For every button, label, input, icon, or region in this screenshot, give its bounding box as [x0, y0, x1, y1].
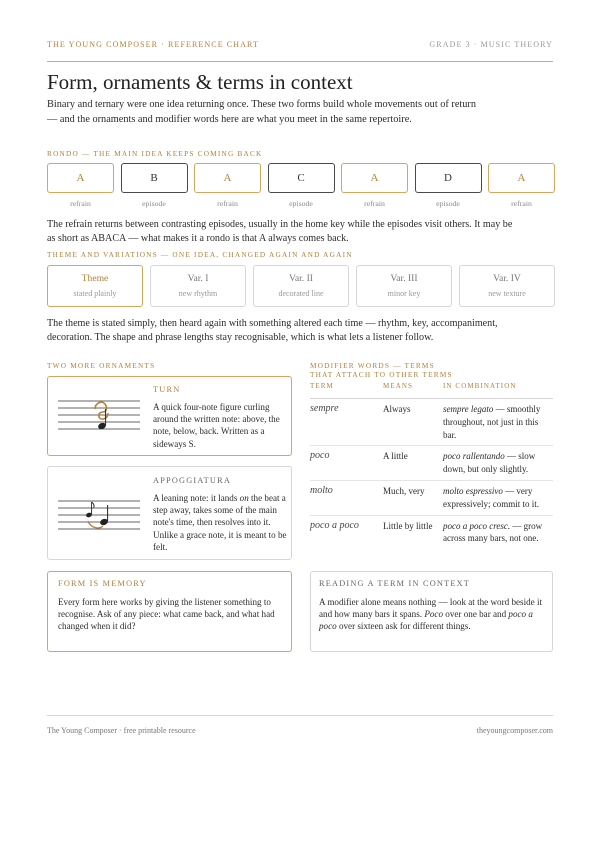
header-right: GRADE 3 · MUSIC THEORY: [429, 40, 553, 49]
table-row: [310, 446, 553, 481]
appoggiatura-staff-icon: [58, 497, 140, 537]
rondo-cell-episode: [415, 163, 482, 208]
turn-title: TURN: [153, 385, 181, 394]
header-term: TERM: [310, 382, 334, 390]
combo-cell: molto espressivo — very expressively; commit to it.: [443, 485, 539, 509]
term-cell: molto: [310, 484, 333, 496]
variation-box: [150, 265, 246, 307]
theme-box: [47, 265, 143, 307]
turn-staff-icon: [58, 395, 140, 437]
variation-name: Var. II: [289, 273, 313, 284]
variation-sub: minor key: [387, 289, 421, 298]
table-row: [310, 481, 553, 516]
variation-box: [253, 265, 349, 307]
variations-text: The theme is stated simply, then heard again with something altered each time — rhythm, key, accompaniment, decoration. The shape and phrase lengths stay recognisable, which is what lets a listener follow.: [47, 318, 498, 343]
variation-box: [356, 265, 452, 307]
reading-card: [310, 571, 553, 652]
term-cell: poco a poco: [310, 519, 359, 531]
header-left: THE YOUNG COMPOSER · REFERENCE CHART: [47, 40, 259, 49]
rondo-caption: episode: [436, 199, 460, 208]
variations-diagram: [47, 265, 555, 307]
ornaments-label: TWO MORE ORNAMENTS: [47, 361, 156, 370]
footer-link[interactable]: theyoungcomposer.com: [476, 726, 553, 735]
reading-text: A modifier alone means nothing — look at the word beside it and how many bars it spans. Poco over one bar and poco a poco over sixteen ask for different things.: [319, 597, 543, 632]
means-cell: Much, very: [383, 485, 425, 496]
rondo-letter: A: [47, 163, 114, 193]
page-title: Form, ornaments & terms in context: [47, 70, 353, 94]
rondo-cell-refrain: [488, 163, 555, 208]
means-cell: A little: [383, 451, 408, 462]
rondo-caption: refrain: [70, 199, 91, 208]
variation-name: Var. III: [390, 273, 418, 284]
variation-sub: stated plainly: [73, 289, 117, 298]
rondo-letter: B: [121, 163, 188, 193]
rondo-cell-refrain: [341, 163, 408, 208]
variation-name: Var. I: [187, 273, 209, 284]
modifiers-label: MODIFIER WORDS — TERMS THAT ATTACH TO OTHER TERMS: [310, 361, 453, 379]
rondo-letter: A: [194, 163, 261, 193]
turn-card: [47, 376, 292, 456]
memory-title: FORM IS MEMORY: [58, 579, 147, 588]
means-cell: Always: [383, 404, 411, 414]
variation-sub: new rhythm: [178, 289, 218, 298]
rondo-diagram: [47, 163, 555, 208]
appoggiatura-title: APPOGGIATURA: [153, 476, 232, 485]
term-cell: sempre: [310, 403, 339, 414]
footer-left: The Young Composer · free printable resource: [47, 726, 196, 735]
modifiers-table-header: [310, 382, 553, 399]
rondo-text: The refrain returns between contrasting episodes, usually in the home key while the episodes visit others. It may be as short as ABACA — what makes it a rondo is that A always comes back.: [47, 219, 513, 244]
page-footer: [47, 715, 553, 735]
variation-box: [459, 265, 555, 307]
variation-name: Var. IV: [493, 273, 521, 284]
memory-text: Every form here works by giving the listener something to recognise. Ask of any piece: what came back, and what had changed when it did?: [58, 597, 275, 632]
rondo-caption: refrain: [217, 199, 238, 208]
rondo-caption: episode: [142, 199, 166, 208]
rondo-cell-episode: [121, 163, 188, 208]
rondo-letter: C: [268, 163, 335, 193]
rondo-caption: episode: [289, 199, 313, 208]
rondo-cell-episode: [268, 163, 335, 208]
page-header: [47, 40, 553, 62]
variation-sub: decorated line: [278, 289, 324, 298]
header-means: MEANS: [383, 382, 414, 390]
term-cell: poco: [310, 450, 330, 462]
table-row: [310, 516, 553, 550]
rondo-letter: A: [341, 163, 408, 193]
variations-label: THEME AND VARIATIONS — ONE IDEA, CHANGED AGAIN AND AGAIN: [47, 250, 353, 259]
combo-cell: poco rallentando — slow down, but only slightly.: [443, 451, 536, 475]
rondo-label: RONDO — THE MAIN IDEA KEEPS COMING BACK: [47, 149, 263, 158]
rondo-caption: refrain: [511, 199, 532, 208]
intro-paragraph: Binary and ternary were one idea returning once. These two forms build whole movements out of return — and the ornaments and modifier words here are what you meet in the same repertoire.: [47, 99, 477, 125]
variation-sub: new texture: [488, 289, 526, 298]
rondo-letter: D: [415, 163, 482, 193]
appoggiatura-text: A leaning note: it lands on the beat a step away, takes some of the main note's time, then resolves into it. Unlike a grace note, it is meant to be felt.: [153, 493, 287, 552]
rondo-cell-refrain: [47, 163, 114, 208]
rondo-caption: refrain: [364, 199, 385, 208]
memory-card: [47, 571, 292, 652]
combo-cell: sempre legato — smoothly throughout, not just in this bar.: [443, 404, 541, 440]
rondo-cell-refrain: [194, 163, 261, 208]
table-row: [310, 399, 553, 446]
combo-cell: poco a poco cresc. — grow across many bars, not one.: [443, 520, 543, 544]
appoggiatura-card: [47, 466, 292, 560]
variation-name: Theme: [81, 273, 109, 284]
modifiers-table: [310, 382, 553, 549]
means-cell: Little by little: [383, 520, 433, 531]
rondo-letter: A: [488, 163, 555, 193]
reading-title: READING A TERM IN CONTEXT: [319, 579, 471, 588]
header-combo: IN COMBINATION: [443, 382, 517, 390]
turn-text: A quick four-note figure curling around the written note: above, the note, below, back. Written as a sideways S.: [153, 402, 280, 449]
